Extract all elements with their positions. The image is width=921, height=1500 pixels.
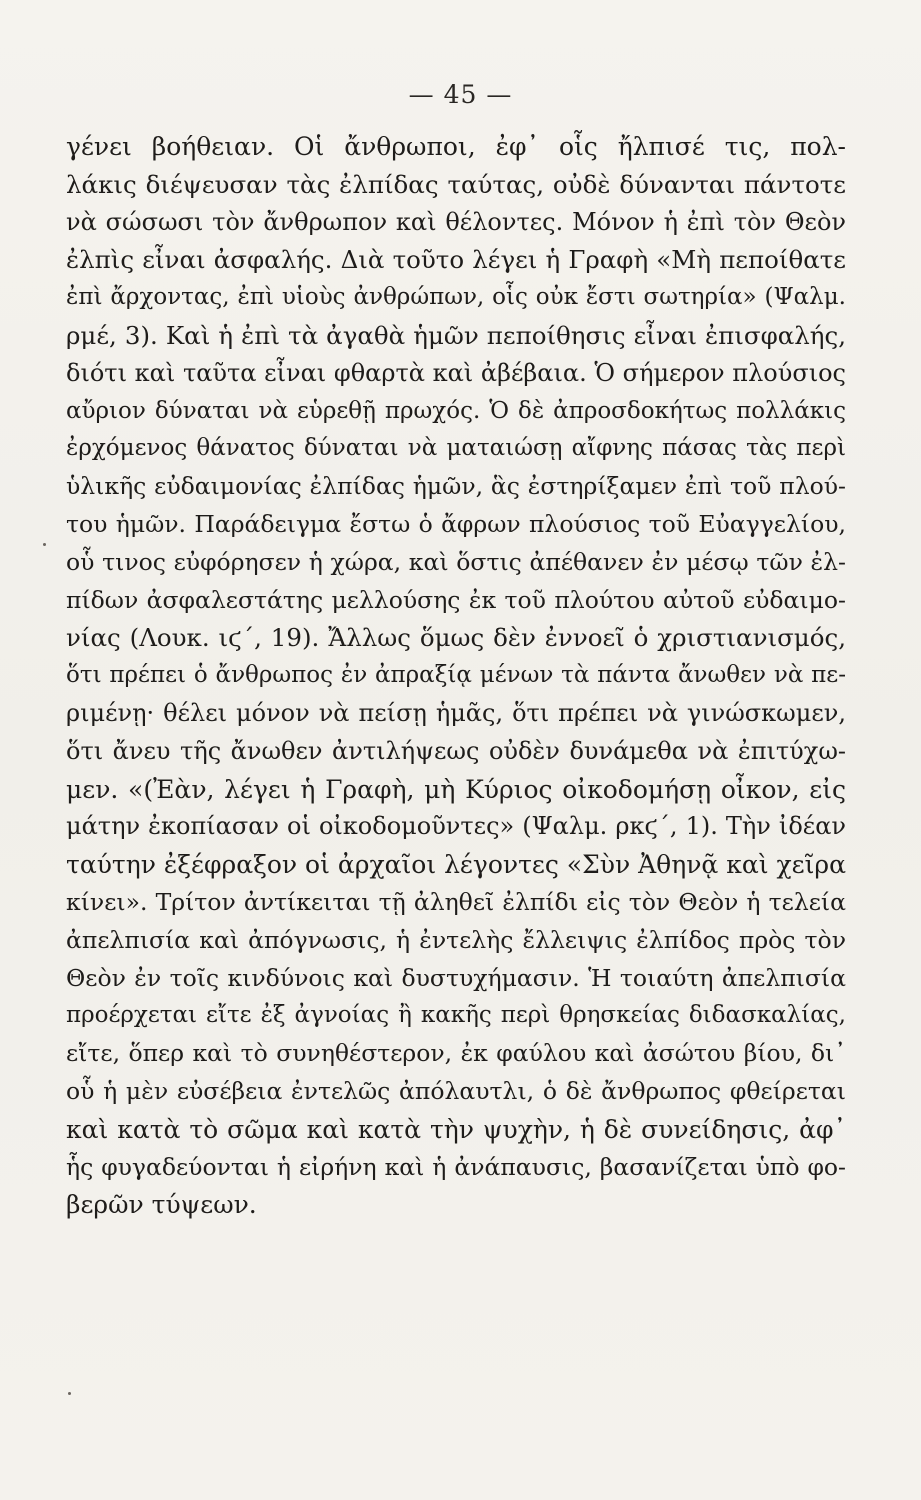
text-line-20: ταύτην ἐξέφραξον οἱ ἀρχαῖοι λέγοντες «Σὺν Ἀθηνᾷ καὶ χεῖρα: [66, 850, 846, 880]
text-line-4: ἐλπὶς εἶναι ἀσφαλής. Διὰ τοῦτο λέγει ἡ Γραφὴ «Μὴ πεποίθατε: [66, 245, 846, 275]
text-line-15: ὅτι πρέπει ὁ ἄνθρωπος ἐν ἀπραξίᾳ μένων τὰ πάντα ἄνωθεν νὰ πε-: [66, 662, 846, 689]
text-line-3: νὰ σώσωσι τὸν ἄνθρωπον καὶ θέλοντες. Μόνον ἡ ἐπὶ τὸν Θεὸν: [66, 207, 846, 236]
text-line-13: πίδων ἀσφαλεστάτης μελλούσης ἐκ τοῦ πλούτου αὐτοῦ εὐδαιμο-: [66, 585, 846, 614]
text-line-11: του ἡμῶν. Παράδειγμα ἔστω ὁ ἄφρων πλούσιος τοῦ Εὐαγγελίου,: [66, 509, 846, 538]
paper-speck: [43, 543, 46, 546]
text-line-27: καὶ κατὰ τὸ σῶμα καὶ κατὰ τὴν ψυχὴν, ἡ δὲ συνείδησις, ἀφ᾽: [66, 1114, 846, 1144]
text-line-26: οὗ ἡ μὲν εὐσέβεια ἐντελῶς ἀπόλαυτλι, ὁ δὲ ἄνθρωπος φθείρεται: [66, 1076, 846, 1105]
text-line-22: ἀπελπισία καὶ ἀπόγνωσις, ἡ ἐντελὴς ἔλλειψις ἐλπίδος πρὸς τὸν: [66, 925, 846, 954]
text-line-21: κίνει». Τρίτον ἀντίκειται τῇ ἀληθεῖ ἐλπίδι εἰς τὸν Θεὸν ἡ τελεία: [66, 887, 846, 916]
paper-speck: [68, 1392, 71, 1395]
text-line-19: μάτην ἐκοπίασαν οἱ οἰκοδομοῦντες» (Ψαλμ. ρκϛ΄, 1). Τὴν ἰδέαν: [66, 812, 846, 841]
text-line-25: εἴτε, ὅπερ καὶ τὸ συνηθέστερον, ἐκ φαύλου καὶ ἀσώτου βίου, δι᾽: [66, 1039, 846, 1068]
body-text: [66, 128, 846, 1224]
text-line-10: ὑλικῆς εὐδαιμονίας ἐλπίδας ἡμῶν, ἃς ἐστηρίξαμεν ἐπὶ τοῦ πλού-: [66, 472, 846, 501]
text-line-5: ἐπὶ ἄρχοντας, ἐπὶ υἱοὺς ἀνθρώπων, οἷς οὐκ ἔστι σωτηρία» (Ψαλμ.: [66, 284, 846, 311]
text-line-16: ριμένῃ· θέλει μόνον νὰ πείσῃ ἡμᾶς, ὅτι πρέπει νὰ γινώσκωμεν,: [66, 698, 846, 727]
text-line-1: γένει βοήθειαν. Οἱ ἄνθρωποι, ἐφ᾽ οἷς ἤλπισέ τις, πολ-: [66, 132, 846, 161]
text-line-14: νίας (Λουκ. ιϛ΄, 19). Ἄλλως ὅμως δὲν ἐννοεῖ ὁ χριστιανισμός,: [66, 623, 846, 653]
text-line-6: ρμέ, 3). Καὶ ἡ ἐπὶ τὰ ἀγαθὰ ἡμῶν πεποίθησις εἶναι ἐπισφαλής,: [66, 320, 846, 350]
text-line-7: διότι καὶ ταῦτα εἶναι φθαρτὰ καὶ ἀβέβαια. Ὁ σήμερον πλούσιος: [66, 358, 846, 387]
text-line-23: Θεὸν ἐν τοῖς κινδύνοις καὶ δυστυχήμασιν. Ἡ τοιαύτη ἀπελπισία: [66, 963, 846, 992]
page-number: — 45 —: [408, 80, 513, 109]
text-line-28: ἧς φυγαδεύονται ἡ εἰρήνη καὶ ἡ ἀνάπαυσις, βασανίζεται ὑπὸ φο-: [66, 1152, 846, 1181]
text-line-17: ὅτι ἄνευ τῆς ἄνωθεν ἀντιλήψεως οὐδὲν δυνάμεθα νὰ ἐπιτύχω-: [66, 736, 846, 765]
text-line-18: μεν. «(Ἐὰν, λέγει ἡ Γραφὴ, μὴ Κύριος οἰκοδομήσῃ οἶκον, εἰς: [66, 774, 846, 804]
text-line-12: οὗ τινος εὐφόρησεν ἡ χώρα, καὶ ὅστις ἀπέθανεν ἐν μέσῳ τῶν ἐλ-: [66, 547, 846, 576]
text-line-24: προέρχεται εἴτε ἐξ ἀγνοίας ἢ κακῆς περὶ θρησκείας διδασκαλίας,: [66, 1002, 846, 1029]
text-line-9: ἐρχόμενος θάνατος δύναται νὰ ματαιώσῃ αἴφνης πάσας τὰς περὶ: [66, 435, 846, 462]
text-line-29: βερῶν τύψεων.: [66, 1190, 257, 1220]
text-line-8: αὔριον δύναται νὰ εὑρεθῇ πρωχός. Ὁ δὲ ἀπροσδοκήτως πολλάκις: [66, 397, 846, 424]
text-line-2: λάκις διέψευσαν τὰς ἐλπίδας ταύτας, οὐδὲ δύνανται πάντοτε: [66, 169, 846, 199]
